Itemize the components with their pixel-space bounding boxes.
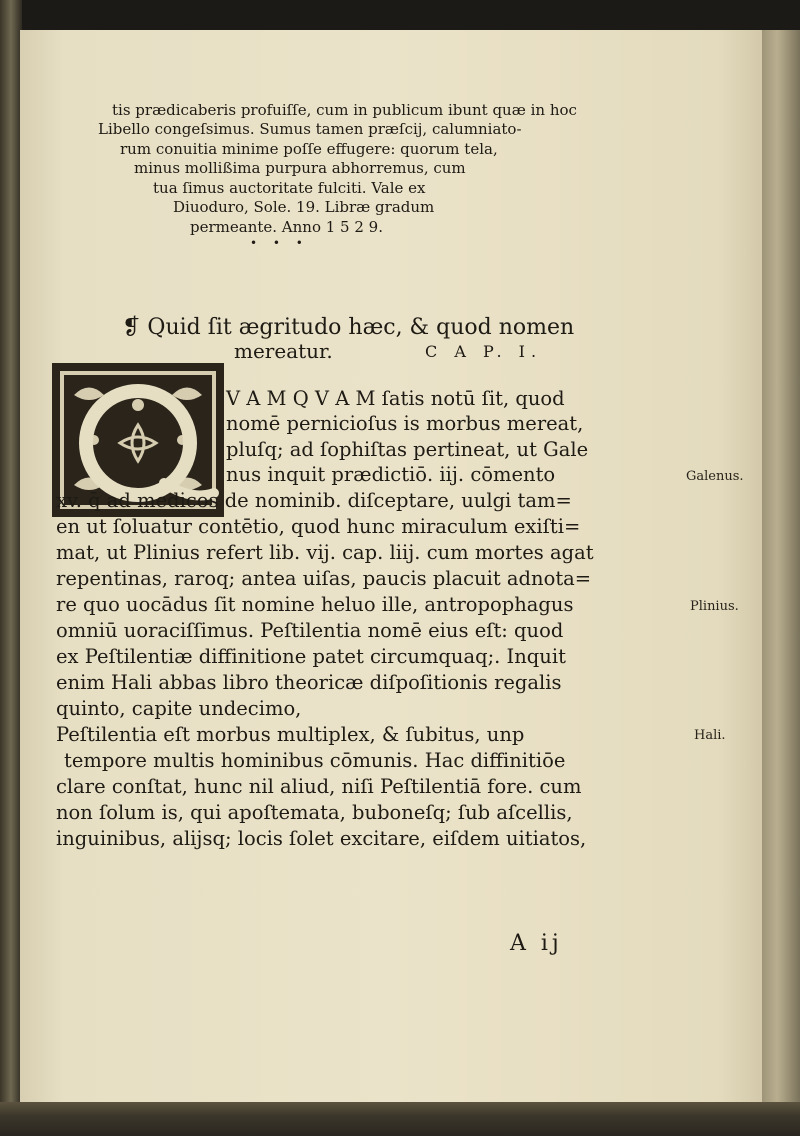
body-line: nomē pernicioſus is morbus mereat,: [226, 412, 584, 435]
dedication-line: minus mollißima purpura abhorremus, cum: [134, 159, 466, 177]
body-line: pluſq; ad ſophiſtas pertineat, ut Gale: [226, 438, 589, 461]
body-line: en ut ſoluatur contētio, quod hunc miraculum exiſti=: [56, 515, 581, 538]
dedication-line: rum conuitia minime poſſe effugere: quorum tela,: [120, 140, 498, 158]
body-line: inguinibus, alijsq; locis ſolet excitare, eiſdem uitiatos,: [56, 827, 587, 850]
body-line: xv. q̄ ad medicos de nominib. diſceptare, uulgi tam=: [56, 489, 572, 512]
body-line: quinto, capite undecimo,: [56, 697, 302, 720]
body-line: Peſtilentia eſt morbus multiplex, & ſubitus, unp: [56, 723, 525, 746]
body-line: nus inquit prædictiō. iij. cōmento: [226, 463, 556, 486]
fleuron-ornament: • • •: [250, 236, 309, 250]
dedication-line: Diuoduro, Sole. 19. Libræ gradum: [173, 198, 435, 216]
body-line: V A M Q V A M ſatis notū ſit, quod: [226, 387, 565, 410]
body-line: non ſolum is, qui apoſtemata, buboneſq; ſub aſcellis,: [56, 801, 573, 824]
margin-note-plinius: Plinius.: [690, 599, 739, 614]
chapter-heading-continued: mereatur.: [234, 339, 333, 363]
body-line: omniū uoraciſſimus. Peſtilentia nomē eius eſt: quod: [56, 619, 564, 642]
body-line: re quo uocādus ſit nomine heluo ille, antropophagus: [56, 593, 574, 616]
chapter-heading: ❡ Quid ſit ægritudo hæc, & quod nomen: [122, 315, 575, 340]
page-edges: [762, 30, 800, 1102]
chapter-label: C A P. I.: [425, 342, 543, 361]
body-line: tempore multis hominibus cōmunis. Hac diffinitiōe: [64, 749, 566, 772]
body-line: repentinas, raroq; antea uiſas, paucis placuit adnota=: [56, 567, 592, 590]
page-foot-edge: [0, 1102, 800, 1136]
body-line: clare conſtat, hunc nil aliud, niſi Peſtilentiā fore. cum: [56, 775, 582, 798]
signature-mark: A ij: [510, 931, 563, 956]
dedication-line: tis prædicaberis profuiſſe, cum in publicum ibunt quæ in hoc: [112, 101, 577, 119]
margin-note-galenus: Galenus.: [686, 469, 744, 484]
dedication-line: tua ſimus auctoritate fulciti. Vale ex: [153, 179, 426, 197]
body-line: ex Peſtilentiæ diffinitione patet circumquaq;. Inquit: [56, 645, 566, 668]
margin-note-hali: Hali.: [694, 728, 726, 743]
dedication-date-line: permeante. Anno 1 5 2 9.: [190, 218, 383, 236]
body-line: mat, ut Plinius refert lib. vij. cap. liij. cum mortes agat: [56, 541, 594, 564]
dedication-line: Libello congeſsimus. Sumus tamen præſcij, calumniato-: [98, 120, 522, 138]
body-line: enim Hali abbas libro theoricæ diſpoſitionis regalis: [56, 671, 562, 694]
book-spine: [0, 0, 22, 1136]
